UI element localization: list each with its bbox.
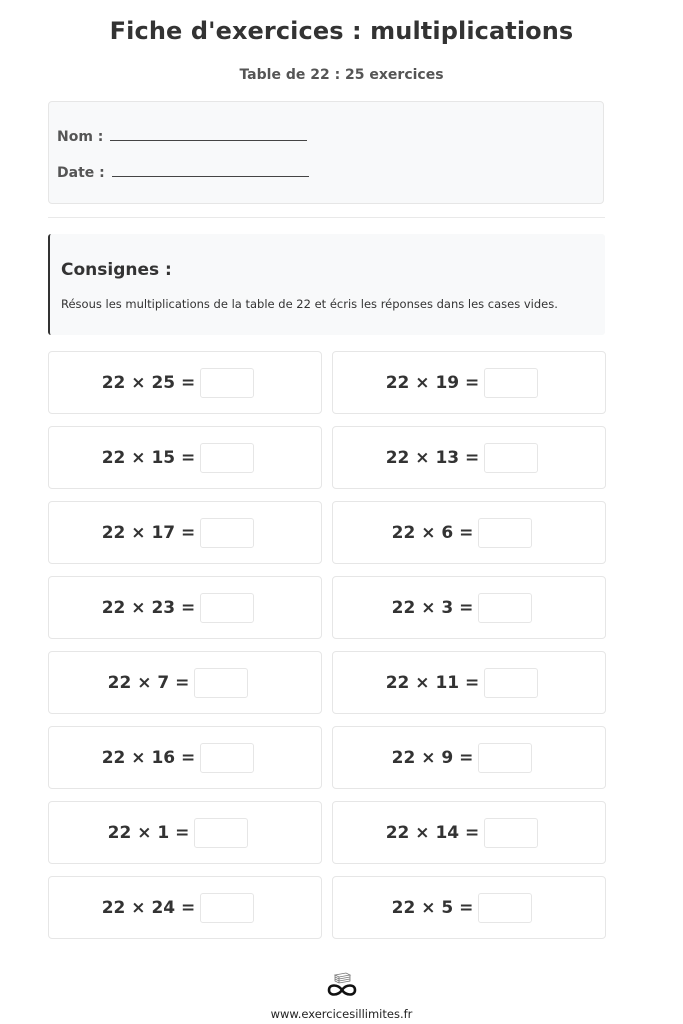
exercise-expression: 22 × 9 = [391, 747, 474, 768]
exercise-card [48, 651, 322, 714]
answer-box[interactable] [200, 743, 254, 773]
answer-box[interactable] [200, 368, 254, 398]
exercise-grid [48, 351, 606, 939]
exercise-expression: 22 × 24 = [101, 897, 196, 918]
name-line [57, 128, 307, 145]
instructions-text: Résous les multiplications de la table de 22 et écris les réponses dans les cases vides. [61, 297, 558, 311]
instructions-title: Consignes : [61, 260, 172, 280]
date-field[interactable] [112, 164, 309, 177]
exercise-expression: 22 × 23 = [101, 597, 196, 618]
page-title: Fiche d'exercices : multiplications [109, 17, 574, 45]
infinity-books-icon [326, 972, 358, 998]
answer-box[interactable] [478, 518, 532, 548]
exercise-card [332, 876, 606, 939]
student-info-box [48, 101, 604, 204]
exercise-card [332, 351, 606, 414]
exercise-card [48, 801, 322, 864]
exercise-expression: 22 × 11 = [385, 672, 480, 693]
exercise-card [48, 501, 322, 564]
answer-box[interactable] [478, 593, 532, 623]
exercise-expression: 22 × 3 = [391, 597, 474, 618]
exercise-expression: 22 × 25 = [101, 372, 196, 393]
exercise-card [48, 876, 322, 939]
answer-box[interactable] [484, 668, 538, 698]
exercise-card [332, 501, 606, 564]
exercise-expression: 22 × 14 = [385, 822, 480, 843]
exercise-expression: 22 × 7 = [107, 672, 190, 693]
answer-box[interactable] [484, 818, 538, 848]
answer-box[interactable] [200, 443, 254, 473]
exercise-card [332, 576, 606, 639]
answer-box[interactable] [484, 443, 538, 473]
date-label: Date : [57, 165, 105, 181]
exercise-card [48, 426, 322, 489]
exercise-card [332, 651, 606, 714]
exercise-card [332, 726, 606, 789]
name-label: Nom : [57, 129, 104, 145]
exercise-card [48, 576, 322, 639]
exercise-expression: 22 × 16 = [101, 747, 196, 768]
exercise-card [332, 801, 606, 864]
instructions-box [48, 234, 605, 335]
exercise-expression: 22 × 17 = [101, 522, 196, 543]
answer-box[interactable] [200, 593, 254, 623]
answer-box[interactable] [194, 668, 248, 698]
answer-box[interactable] [194, 818, 248, 848]
exercise-expression: 22 × 5 = [391, 897, 474, 918]
footer-url[interactable]: www.exercicesillimites.fr [270, 1007, 413, 1021]
answer-box[interactable] [200, 518, 254, 548]
answer-box[interactable] [484, 368, 538, 398]
exercise-expression: 22 × 19 = [385, 372, 480, 393]
exercise-expression: 22 × 13 = [385, 447, 480, 468]
exercise-expression: 22 × 15 = [101, 447, 196, 468]
exercise-card [48, 726, 322, 789]
answer-box[interactable] [200, 893, 254, 923]
answer-box[interactable] [478, 743, 532, 773]
section-divider [48, 217, 605, 218]
date-line [57, 164, 309, 181]
exercise-expression: 22 × 1 = [107, 822, 190, 843]
exercise-card [332, 426, 606, 489]
page-subtitle: Table de 22 : 25 exercices [239, 67, 444, 83]
exercise-card [48, 351, 322, 414]
answer-box[interactable] [478, 893, 532, 923]
name-field[interactable] [110, 128, 307, 141]
exercise-expression: 22 × 6 = [391, 522, 474, 543]
